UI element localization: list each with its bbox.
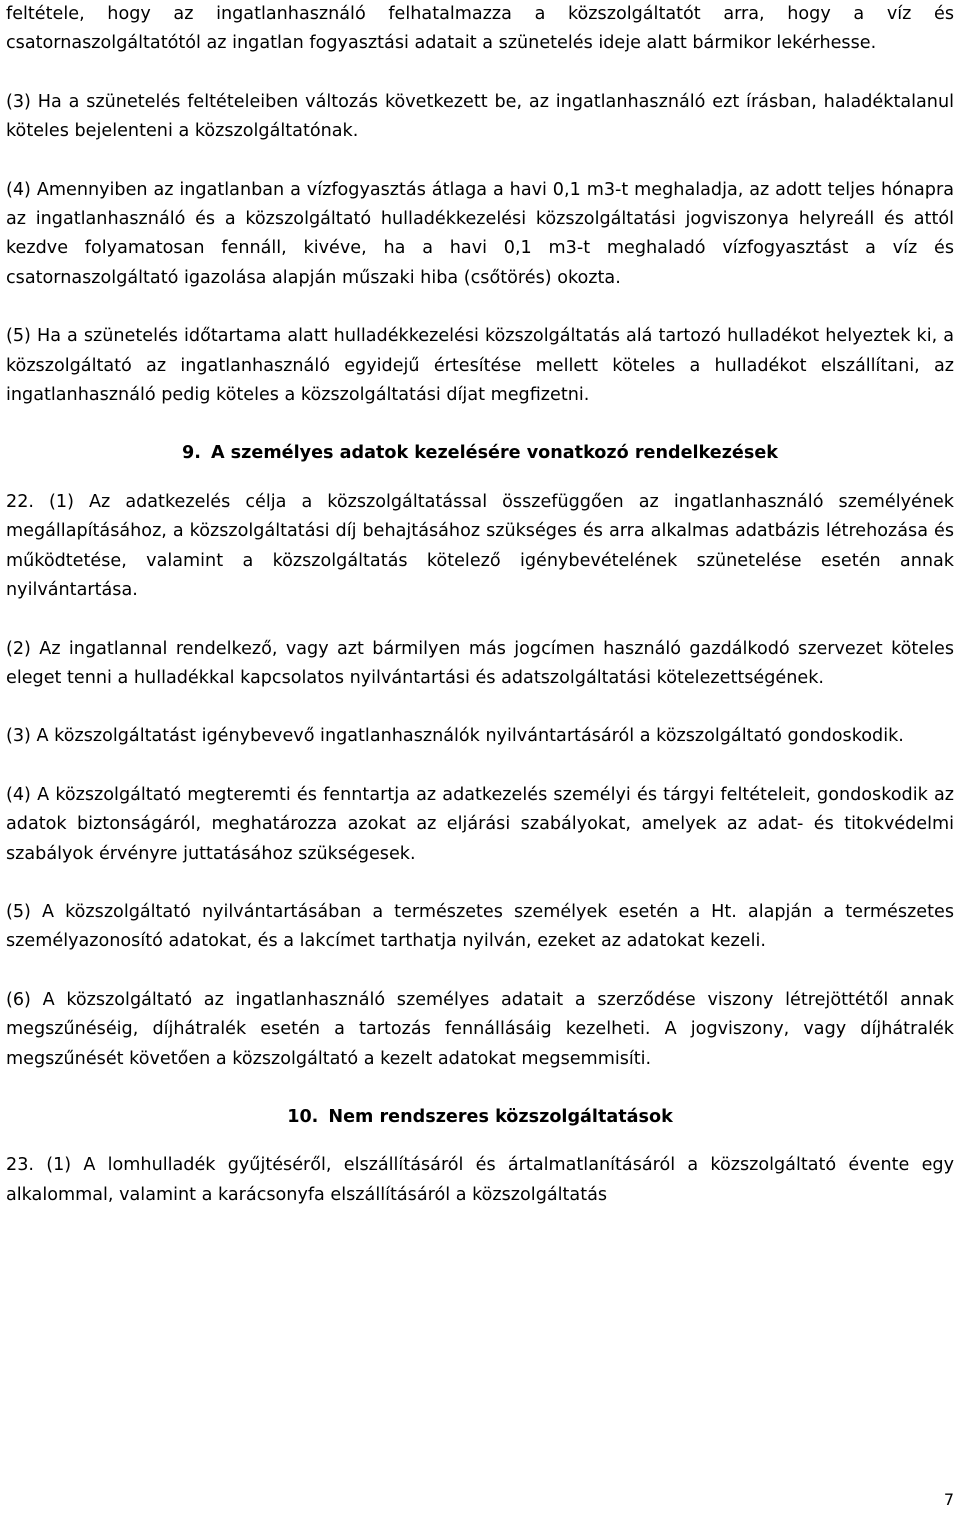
paragraph: 22. (1) Az adatkezelés célja a közszolgáltatással összefüggően az ingatlanhasználó személyének megállapításához, a közszolgáltatási díj behajtásához szükséges és arra alkalmas adatbázis létrehozása és működtetése, valamint a közszolgáltatás kötelező igénybevételének szünetelése esetén annak nyilvántartása. (6, 491, 954, 601)
paragraph: (5) A közszolgáltató nyilvántartásában a természetes személyek esetén a Ht. alapján a természetes személyazonosító adatokat, és a lakcímet tarthatja nyilván, ezeket az adatokat kezeli. (6, 901, 954, 952)
page-number: 7 (943, 1490, 954, 1509)
document-page (6, 0, 954, 1239)
section-heading (6, 439, 954, 468)
paragraph: (3) Ha a szünetelés feltételeiben változás következett be, az ingatlanhasználó ezt írásban, haladéktalanul köteles bejelenteni a közszolgáltatónak. (6, 91, 954, 142)
section-title: Nem rendszeres közszolgáltatások (328, 1106, 673, 1127)
paragraph: (5) Ha a szünetelés időtartama alatt hulladékkezelési közszolgáltatás alá tartozó hulladékot helyeztek ki, a közszolgáltató az ingatlanhasználó egyidejű értesítése mellett köteles a hulladékot elszállítani, az ingatlanhasználó pedig köteles a közszolgáltatási díjat megfizetni. (6, 326, 954, 406)
paragraph: 23. (1) A lomhulladék gyűjtéséről, elszállításáról és ártalmatlanításáról a közszolgáltató évente egy alkalommal, valamint a karácsonyfa elszállításáról a közszolgáltatás (6, 1155, 954, 1205)
paragraph: feltétele, hogy az ingatlanhasználó felhatalmazza a közszolgáltatót arra, hogy a víz és csatornaszolgáltatótól az ingatlan fogyasztási adatait a szünetelés ideje alatt bármikor lekérhesse. (6, 4, 954, 54)
section-heading (6, 1103, 954, 1132)
paragraph: (2) Az ingatlannal rendelkező, vagy azt bármilyen más jogcímen használó gazdálkodó szervezet köteles eleget tenni a hulladékkal kapcsolatos nyilvántartási és adatszolgáltatási kötelezettségének. (6, 638, 954, 688)
paragraph: (4) Amennyiben az ingatlanban a vízfogyasztás átlaga a havi 0,1 m3-t meghaladja, az adott teljes hónapra az ingatlanhasználó és a közszolgáltató hulladékkezelési közszolgáltatási jogviszonya helyreáll és attól kezdve folyamatosan fennáll, kivéve, ha a havi 0,1 m3-t meghaladó vízfogyasztást a víz és csatornaszolgáltató igazolása alapján műszaki hiba (csőtörés) okozta. (6, 179, 954, 288)
paragraph: (3) A közszolgáltatást igénybevevő ingatlanhasználók nyilvántartásáról a közszolgáltató gondoskodik. (6, 726, 904, 747)
paragraph: (6) A közszolgáltató az ingatlanhasználó személyes adatait a szerződése viszony létrejöttétől annak megszűnéséig, díjhátralék esetén a tartozás fennállásáig kezelheti. A jogviszony, vagy díjhátralék megszűnését követően a közszolgáltató a kezelt adatokat megsemmisíti. (6, 989, 954, 1069)
section-number: 10. (287, 1106, 319, 1127)
section-number: 9. (182, 443, 201, 464)
section-title: A személyes adatok kezelésére vonatkozó rendelkezések (210, 443, 778, 464)
paragraph: (4) A közszolgáltató megteremti és fenntartja az adatkezelés személyi és tárgyi feltételeit, gondoskodik az adatok biztonságáról, meghatározza azokat az eljárási szabályokat, amelyek az adat- és titokvédelmi szabályok érvényre juttatásához szükségesek. (6, 784, 954, 864)
